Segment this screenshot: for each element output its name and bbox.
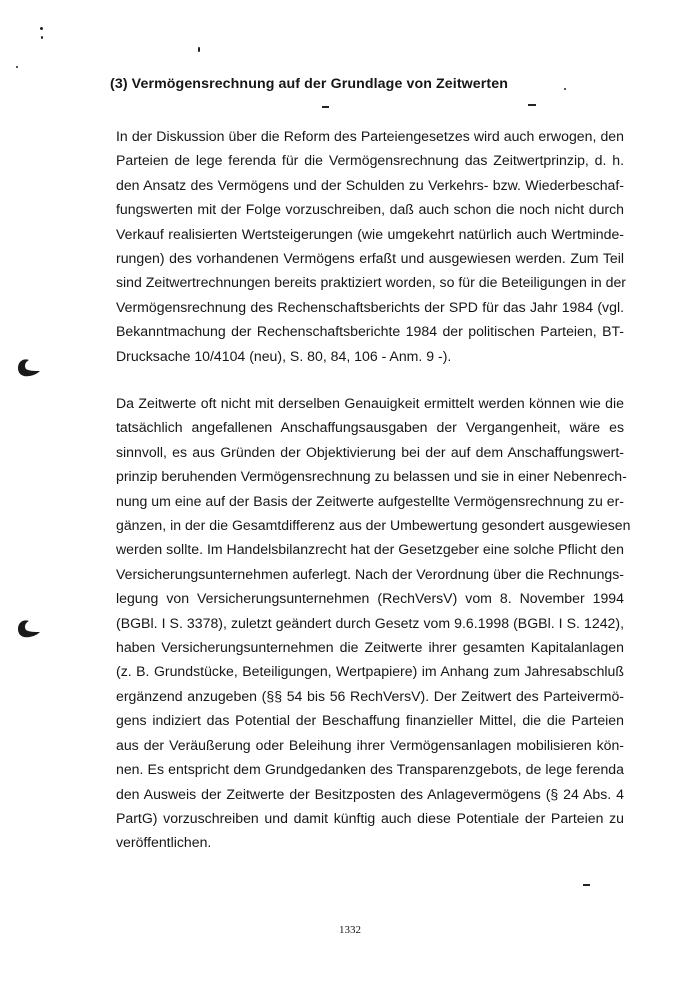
text-line: tatsächlich angefallenen Anschaffungsausgaben der Vergangenheit, wäre es [116, 419, 624, 436]
scan-speck [16, 66, 18, 68]
scan-speck [198, 47, 200, 52]
text-line: sinnvoll, es aus Gründen der Objektivierung bei der auf dem Anschaffungswert- [116, 443, 624, 460]
text-line: nung um eine auf der Basis der Zeitwerte aufgestellte Vermögensrechnung zu er- [116, 492, 624, 509]
text-line: sind Zeitwertrechnungen bereits praktiziert worden, so für die Beteiligungen in der [116, 274, 627, 291]
paragraph-2 [116, 391, 631, 855]
text-line: Verkauf realisierten Wertsteigerungen (wie umgekehrt natürlich auch Wertminde- [116, 225, 624, 242]
section-heading: (3) Vermögensrechnung auf der Grundlage von Zeitwerten [110, 76, 508, 92]
text-line: (z. B. Grundstücke, Beteiligungen, Wertpapiere) im Anhang zum Jahresabschluß [116, 663, 624, 680]
text-line: Versicherungsunternehmen auferlegt. Nach der Verordnung über die Rechnungs- [116, 565, 624, 582]
text-line: gänzen, in der die Gesamtdifferenz aus der Umbewertung gesondert ausgewiesen [116, 517, 631, 534]
scan-speck [528, 104, 536, 106]
scan-speck [40, 27, 43, 30]
punch-hole-mark-icon [14, 617, 42, 641]
text-line: ergänzend anzugeben (§§ 54 bis 56 RechVersV). Der Zeitwert des Parteivermö- [116, 687, 624, 704]
text-line: Parteien de lege ferenda für die Vermögensrechnung das Zeitwertprinzip, d. h. [116, 152, 624, 169]
text-line: Vermögensrechnung des Rechenschaftsberichts der SPD für das Jahr 1984 (vgl. [116, 298, 624, 315]
page-number: 1332 [339, 924, 361, 936]
text-line: prinzip beruhenden Vermögensrechnung zu belassen und sie in einer Nebenrech- [116, 468, 627, 485]
text-line: werden sollte. Im Handelsbilanzrecht hat der Gesetzgeber eine solche Pflicht den [116, 541, 624, 558]
paragraph-1 [116, 124, 627, 368]
scan-speck [41, 36, 43, 39]
text-line: veröffentlichen. [116, 834, 212, 851]
text-line: fungswerten mit der Folge vorzuschreiben, daß auch schon die noch nicht durch [116, 201, 624, 218]
text-line: Drucksache 10/4104 (neu), S. 80, 84, 106 - Anm. 9 -). [116, 347, 452, 364]
text-line: aus der Veräußerung oder Beleihung ihrer Vermögensanlagen mobilisieren kön- [116, 736, 624, 753]
punch-hole-mark-icon [14, 356, 42, 380]
text-line: rungen) des vorhandenen Vermögens erfaßt und ausgewiesen werden. Zum Teil [116, 250, 624, 267]
text-line: PartG) vorzuschreiben und damit künftig auch diese Potentiale der Parteien zu [116, 809, 624, 826]
text-line: Da Zeitwerte oft nicht mit derselben Genauigkeit ermittelt werden können wie die [116, 395, 624, 411]
text-line: legung von Versicherungsunternehmen (RechVersV) vom 8. November 1994 [116, 590, 624, 607]
scan-speck [583, 884, 590, 886]
text-line: Bekanntmachung der Rechenschaftsberichte 1984 der politischen Parteien, BT- [116, 323, 624, 340]
text-line: gens indiziert das Potential der Beschaffung finanzieller Mittel, die die Parteien [116, 712, 624, 729]
text-line: In der Diskussion über die Reform des Parteiengesetzes wird auch erwogen, den [116, 128, 624, 144]
text-line: den Ausweis der Zeitwerte der Besitzposten des Anlagevermögens (§ 24 Abs. 4 [116, 785, 624, 802]
text-line: den Ansatz des Vermögens und der Schulden zu Verkehrs- bzw. Wiederbeschaf- [116, 176, 624, 193]
scan-speck [322, 106, 329, 108]
text-line: (BGBl. I S. 3378), zuletzt geändert durch Gesetz vom 9.6.1998 (BGBl. I S. 1242), [116, 614, 624, 631]
text-line: haben Versicherungsunternehmen die Zeitwerte ihrer gesamten Kapitalanlagen [116, 639, 624, 656]
text-line: nen. Es entspricht dem Grundgedanken des Transparenzgebots, de lege ferenda [116, 761, 624, 778]
